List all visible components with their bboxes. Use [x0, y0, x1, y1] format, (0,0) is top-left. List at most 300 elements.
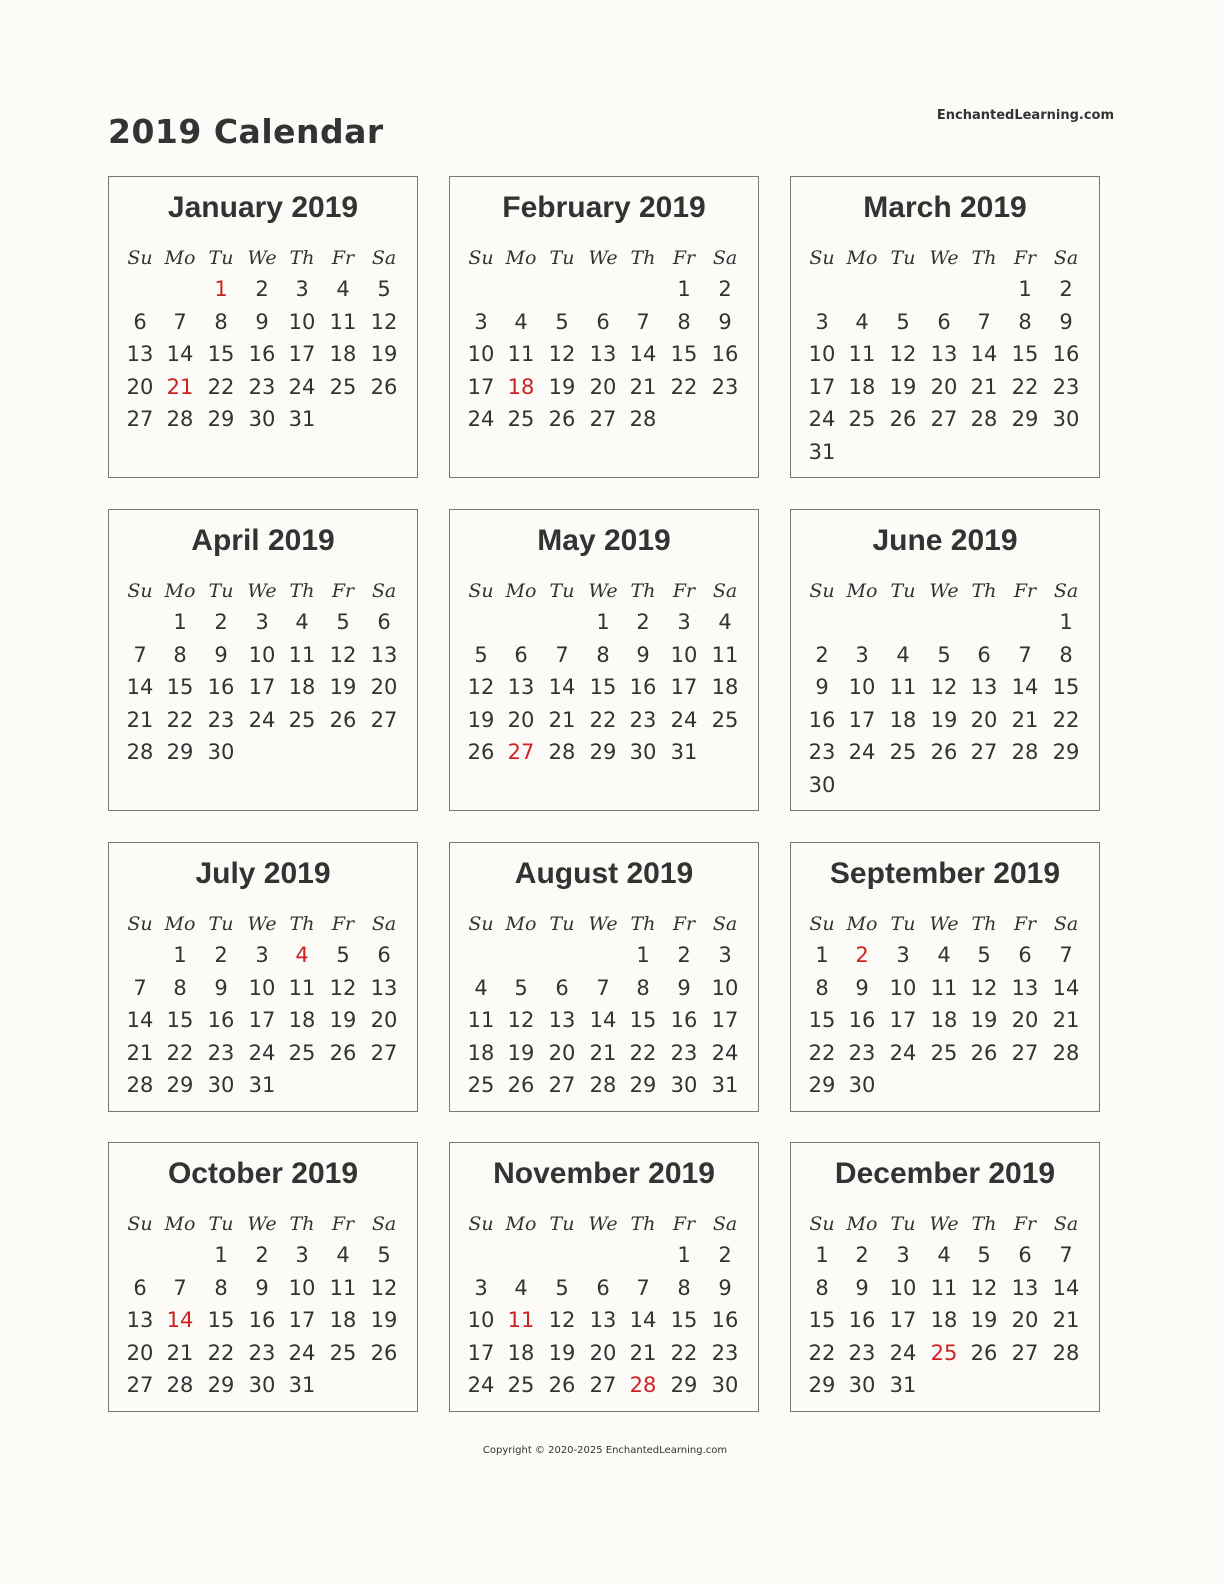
date: 26	[548, 1373, 576, 1398]
date: 2	[718, 277, 732, 301]
date: 8	[677, 1275, 691, 1300]
copyright: Copyright © 2020-2025 EnchantedLearning.com	[482, 1445, 728, 1456]
date: 11	[329, 1275, 357, 1300]
month-card	[790, 509, 1100, 811]
date: 3	[255, 610, 269, 634]
date: 9	[214, 975, 228, 1000]
date: 15	[670, 342, 698, 367]
date: 13	[548, 1008, 576, 1033]
holiday-date: 28	[629, 1373, 657, 1398]
date: 2	[255, 1243, 269, 1267]
date: 7	[636, 309, 650, 334]
date: 8	[173, 975, 187, 1000]
date: 31	[711, 1073, 739, 1098]
weekday-label: Fr	[672, 1213, 696, 1235]
date: 21	[970, 374, 998, 399]
date: 27	[126, 407, 154, 432]
date: 1	[1059, 610, 1073, 634]
date: 20	[370, 675, 398, 700]
date: 31	[670, 740, 698, 765]
date: 29	[808, 1373, 836, 1398]
date: 5	[937, 642, 951, 667]
date: 15	[670, 1308, 698, 1333]
holiday-date: 18	[507, 374, 535, 399]
date: 29	[166, 740, 194, 765]
date: 23	[248, 1340, 276, 1365]
date: 25	[711, 707, 739, 732]
date: 16	[248, 1308, 276, 1333]
date: 5	[336, 610, 350, 634]
date: 14	[589, 1008, 617, 1033]
date: 9	[677, 975, 691, 1000]
date: 1	[677, 1243, 691, 1267]
date: 27	[589, 1373, 617, 1398]
weekday-label: We	[247, 913, 277, 935]
date: 1	[1018, 277, 1032, 301]
date: 19	[370, 1308, 398, 1333]
weekday-label: Su	[127, 1213, 153, 1235]
date: 28	[166, 407, 194, 432]
date: 22	[670, 374, 698, 399]
date: 3	[474, 309, 488, 334]
date: 1	[815, 943, 829, 967]
weekday-label: Th	[630, 1213, 656, 1235]
date: 2	[636, 610, 650, 634]
date: 27	[370, 1040, 398, 1065]
date: 12	[548, 342, 576, 367]
date: 4	[896, 642, 910, 667]
weekday-label: We	[247, 580, 277, 602]
date: 8	[173, 642, 187, 667]
date: 29	[1052, 740, 1080, 765]
weekday-label: Th	[971, 580, 997, 602]
date: 16	[1052, 342, 1080, 367]
date: 22	[166, 707, 194, 732]
date: 20	[548, 1040, 576, 1065]
weekday-label: We	[929, 580, 959, 602]
date: 27	[126, 1373, 154, 1398]
date: 14	[548, 675, 576, 700]
weekday-label: Sa	[371, 580, 397, 602]
date: 4	[855, 309, 869, 334]
date: 12	[370, 309, 398, 334]
date: 21	[126, 707, 154, 732]
weekday-label: Su	[468, 1213, 494, 1235]
date: 30	[711, 1373, 739, 1398]
month-title: October 2019	[167, 1157, 359, 1190]
date: 19	[970, 1008, 998, 1033]
date: 25	[889, 740, 917, 765]
date: 20	[126, 374, 154, 399]
date: 26	[889, 407, 917, 432]
weekday-label: Fr	[1013, 580, 1037, 602]
date: 14	[629, 342, 657, 367]
weekday-label: We	[588, 913, 618, 935]
date: 21	[1052, 1308, 1080, 1333]
date: 6	[133, 1275, 147, 1300]
date: 17	[467, 374, 495, 399]
weekday-label: Sa	[712, 1213, 738, 1235]
date: 20	[1011, 1008, 1039, 1033]
date: 5	[514, 975, 528, 1000]
date: 28	[1052, 1340, 1080, 1365]
date: 19	[930, 707, 958, 732]
month-card	[790, 176, 1100, 478]
date: 4	[937, 1243, 951, 1267]
date: 13	[930, 342, 958, 367]
date: 3	[474, 1275, 488, 1300]
weekday-label: Mo	[846, 580, 878, 602]
date: 15	[1052, 675, 1080, 700]
month-title: November 2019	[493, 1157, 715, 1190]
date: 9	[1059, 309, 1073, 334]
date: 26	[370, 374, 398, 399]
date: 25	[288, 707, 316, 732]
date: 1	[214, 1243, 228, 1267]
date: 4	[336, 277, 350, 301]
date: 9	[718, 1275, 732, 1300]
weekday-label: Th	[289, 913, 315, 935]
date: 30	[248, 407, 276, 432]
date: 16	[207, 1008, 235, 1033]
date: 8	[214, 309, 228, 334]
date: 11	[467, 1008, 495, 1033]
date: 10	[467, 1308, 495, 1333]
date: 2	[214, 610, 228, 634]
date: 9	[255, 309, 269, 334]
date: 4	[474, 975, 488, 1000]
date: 29	[1011, 407, 1039, 432]
date: 2	[214, 943, 228, 967]
date: 21	[629, 374, 657, 399]
date: 20	[970, 707, 998, 732]
date: 3	[718, 943, 732, 967]
date: 23	[848, 1340, 876, 1365]
date: 13	[1011, 975, 1039, 1000]
holiday-date: 21	[166, 374, 194, 399]
date: 19	[548, 1340, 576, 1365]
date: 5	[896, 309, 910, 334]
weekday-label: Su	[809, 913, 835, 935]
weekday-label: Su	[468, 247, 494, 269]
date: 25	[329, 1340, 357, 1365]
date: 10	[248, 642, 276, 667]
date: 24	[808, 407, 836, 432]
date: 5	[555, 1275, 569, 1300]
date: 22	[166, 1040, 194, 1065]
date: 16	[629, 675, 657, 700]
date: 20	[1011, 1308, 1039, 1333]
date: 27	[1011, 1040, 1039, 1065]
date: 24	[889, 1040, 917, 1065]
date: 19	[467, 707, 495, 732]
date: 24	[848, 740, 876, 765]
date: 10	[808, 342, 836, 367]
date: 18	[288, 1008, 316, 1033]
date: 26	[467, 740, 495, 765]
date: 1	[173, 943, 187, 967]
date: 11	[889, 675, 917, 700]
date: 8	[1018, 309, 1032, 334]
date: 27	[1011, 1340, 1039, 1365]
date: 13	[589, 1308, 617, 1333]
date: 22	[1052, 707, 1080, 732]
weekday-label: Tu	[208, 580, 234, 602]
weekday-label: Su	[468, 913, 494, 935]
date: 10	[288, 1275, 316, 1300]
date: 18	[288, 675, 316, 700]
date: 3	[896, 943, 910, 967]
date: 15	[808, 1308, 836, 1333]
weekday-label: Tu	[549, 580, 575, 602]
date: 14	[1052, 1275, 1080, 1300]
date: 19	[329, 1008, 357, 1033]
weekday-label: Fr	[331, 247, 355, 269]
date: 6	[377, 943, 391, 967]
date: 30	[207, 1073, 235, 1098]
date: 20	[126, 1340, 154, 1365]
weekday-label: Fr	[331, 580, 355, 602]
weekday-label: Tu	[549, 913, 575, 935]
date: 12	[370, 1275, 398, 1300]
weekday-label: Sa	[371, 1213, 397, 1235]
date: 31	[808, 440, 836, 464]
date: 28	[970, 407, 998, 432]
weekday-label: Tu	[208, 1213, 234, 1235]
date: 23	[670, 1040, 698, 1065]
date: 22	[629, 1040, 657, 1065]
date: 18	[930, 1008, 958, 1033]
date: 14	[1052, 975, 1080, 1000]
date: 24	[467, 1373, 495, 1398]
date: 30	[848, 1073, 876, 1098]
weekday-label: Su	[127, 913, 153, 935]
date: 21	[1052, 1008, 1080, 1033]
weekday-label: Fr	[331, 1213, 355, 1235]
date: 10	[248, 975, 276, 1000]
date: 21	[126, 1040, 154, 1065]
holiday-date: 2	[855, 943, 869, 967]
date: 5	[977, 1243, 991, 1267]
weekday-label: Sa	[712, 580, 738, 602]
date: 31	[248, 1073, 276, 1098]
weekday-label: Mo	[164, 1213, 196, 1235]
month-card	[790, 842, 1100, 1112]
date: 29	[166, 1073, 194, 1098]
date: 6	[1018, 943, 1032, 967]
date: 6	[514, 642, 528, 667]
date: 22	[808, 1340, 836, 1365]
date: 12	[329, 975, 357, 1000]
date: 23	[248, 374, 276, 399]
date: 5	[977, 943, 991, 967]
date: 23	[1052, 374, 1080, 399]
date: 10	[467, 342, 495, 367]
date: 2	[815, 642, 829, 667]
holiday-date: 14	[166, 1308, 194, 1333]
date: 15	[629, 1008, 657, 1033]
date: 10	[670, 642, 698, 667]
date: 15	[1011, 342, 1039, 367]
weekday-label: Th	[289, 247, 315, 269]
month-title: February 2019	[502, 191, 706, 224]
weekday-label: We	[247, 247, 277, 269]
weekday-label: Mo	[505, 1213, 537, 1235]
month-card	[108, 509, 418, 811]
date: 13	[507, 675, 535, 700]
weekday-label: Mo	[164, 247, 196, 269]
date: 14	[126, 1008, 154, 1033]
date: 16	[711, 1308, 739, 1333]
date: 16	[248, 342, 276, 367]
holiday-date: 11	[507, 1308, 535, 1333]
weekday-label: Fr	[672, 580, 696, 602]
site-name: EnchantedLearning.com	[936, 108, 1114, 123]
date: 11	[507, 342, 535, 367]
weekday-label: We	[588, 580, 618, 602]
date: 17	[288, 1308, 316, 1333]
date: 12	[889, 342, 917, 367]
month-card	[790, 1142, 1100, 1412]
date: 3	[295, 1243, 309, 1267]
date: 19	[889, 374, 917, 399]
date: 11	[329, 309, 357, 334]
month-card	[108, 842, 418, 1112]
date: 5	[555, 309, 569, 334]
month-title: August 2019	[514, 857, 694, 890]
date: 22	[589, 707, 617, 732]
date: 7	[133, 975, 147, 1000]
date: 18	[930, 1308, 958, 1333]
weekday-label: Fr	[331, 913, 355, 935]
date: 27	[589, 407, 617, 432]
date: 4	[336, 1243, 350, 1267]
weekday-label: Mo	[846, 247, 878, 269]
weekday-label: Sa	[712, 247, 738, 269]
weekday-label: We	[588, 247, 618, 269]
month-card	[108, 176, 418, 478]
date: 11	[930, 975, 958, 1000]
month-card	[108, 1142, 418, 1412]
date: 7	[1059, 943, 1073, 967]
date: 8	[815, 975, 829, 1000]
date: 11	[711, 642, 739, 667]
date: 30	[670, 1073, 698, 1098]
date: 26	[507, 1073, 535, 1098]
date: 7	[173, 309, 187, 334]
date: 28	[166, 1373, 194, 1398]
date: 11	[288, 642, 316, 667]
weekday-label: Sa	[1053, 913, 1079, 935]
date: 8	[596, 642, 610, 667]
date: 21	[166, 1340, 194, 1365]
date: 5	[474, 642, 488, 667]
weekday-label: Mo	[164, 580, 196, 602]
date: 4	[718, 610, 732, 634]
date: 6	[133, 309, 147, 334]
weekday-label: Th	[630, 580, 656, 602]
date: 4	[937, 943, 951, 967]
date: 2	[255, 277, 269, 301]
date: 17	[467, 1340, 495, 1365]
date: 16	[808, 707, 836, 732]
month-title: December 2019	[834, 1157, 1056, 1190]
date: 12	[548, 1308, 576, 1333]
date: 11	[930, 1275, 958, 1300]
month-title: March 2019	[863, 191, 1027, 224]
date: 4	[514, 1275, 528, 1300]
date: 24	[467, 407, 495, 432]
date: 15	[589, 675, 617, 700]
date: 19	[329, 675, 357, 700]
page-title: 2019 Calendar	[108, 112, 384, 151]
date: 29	[808, 1073, 836, 1098]
weekday-label: We	[247, 1213, 277, 1235]
date: 16	[848, 1008, 876, 1033]
weekday-label: Sa	[371, 913, 397, 935]
date: 10	[288, 309, 316, 334]
date: 14	[970, 342, 998, 367]
date: 19	[970, 1308, 998, 1333]
weekday-label: Su	[809, 1213, 835, 1235]
date: 16	[711, 342, 739, 367]
date: 7	[173, 1275, 187, 1300]
date: 28	[589, 1073, 617, 1098]
holiday-date: 25	[930, 1340, 958, 1365]
date: 29	[207, 1373, 235, 1398]
date: 15	[166, 1008, 194, 1033]
date: 18	[329, 1308, 357, 1333]
date: 3	[855, 642, 869, 667]
weekday-label: Su	[809, 580, 835, 602]
date: 7	[977, 309, 991, 334]
weekday-label: Mo	[505, 247, 537, 269]
weekday-label: Sa	[1053, 1213, 1079, 1235]
date: 3	[295, 277, 309, 301]
date: 9	[718, 309, 732, 334]
date: 27	[930, 407, 958, 432]
date: 28	[126, 740, 154, 765]
date: 27	[970, 740, 998, 765]
date: 5	[377, 277, 391, 301]
date: 28	[629, 407, 657, 432]
date: 28	[1052, 1040, 1080, 1065]
weekday-label: Mo	[164, 913, 196, 935]
date: 30	[848, 1373, 876, 1398]
date: 25	[467, 1073, 495, 1098]
weekday-label: Th	[971, 247, 997, 269]
date: 13	[370, 642, 398, 667]
month-card	[449, 176, 759, 478]
date: 26	[930, 740, 958, 765]
month-title: January 2019	[167, 191, 359, 224]
date: 1	[173, 610, 187, 634]
date: 21	[589, 1040, 617, 1065]
date: 17	[889, 1008, 917, 1033]
date: 13	[370, 975, 398, 1000]
date: 23	[711, 374, 739, 399]
date: 27	[370, 707, 398, 732]
weekday-label: Su	[127, 580, 153, 602]
date: 6	[555, 975, 569, 1000]
month-card	[449, 509, 759, 811]
date: 4	[295, 610, 309, 634]
date: 9	[255, 1275, 269, 1300]
weekday-label: We	[929, 247, 959, 269]
date: 24	[889, 1340, 917, 1365]
date: 23	[207, 707, 235, 732]
weekday-label: Tu	[890, 913, 916, 935]
